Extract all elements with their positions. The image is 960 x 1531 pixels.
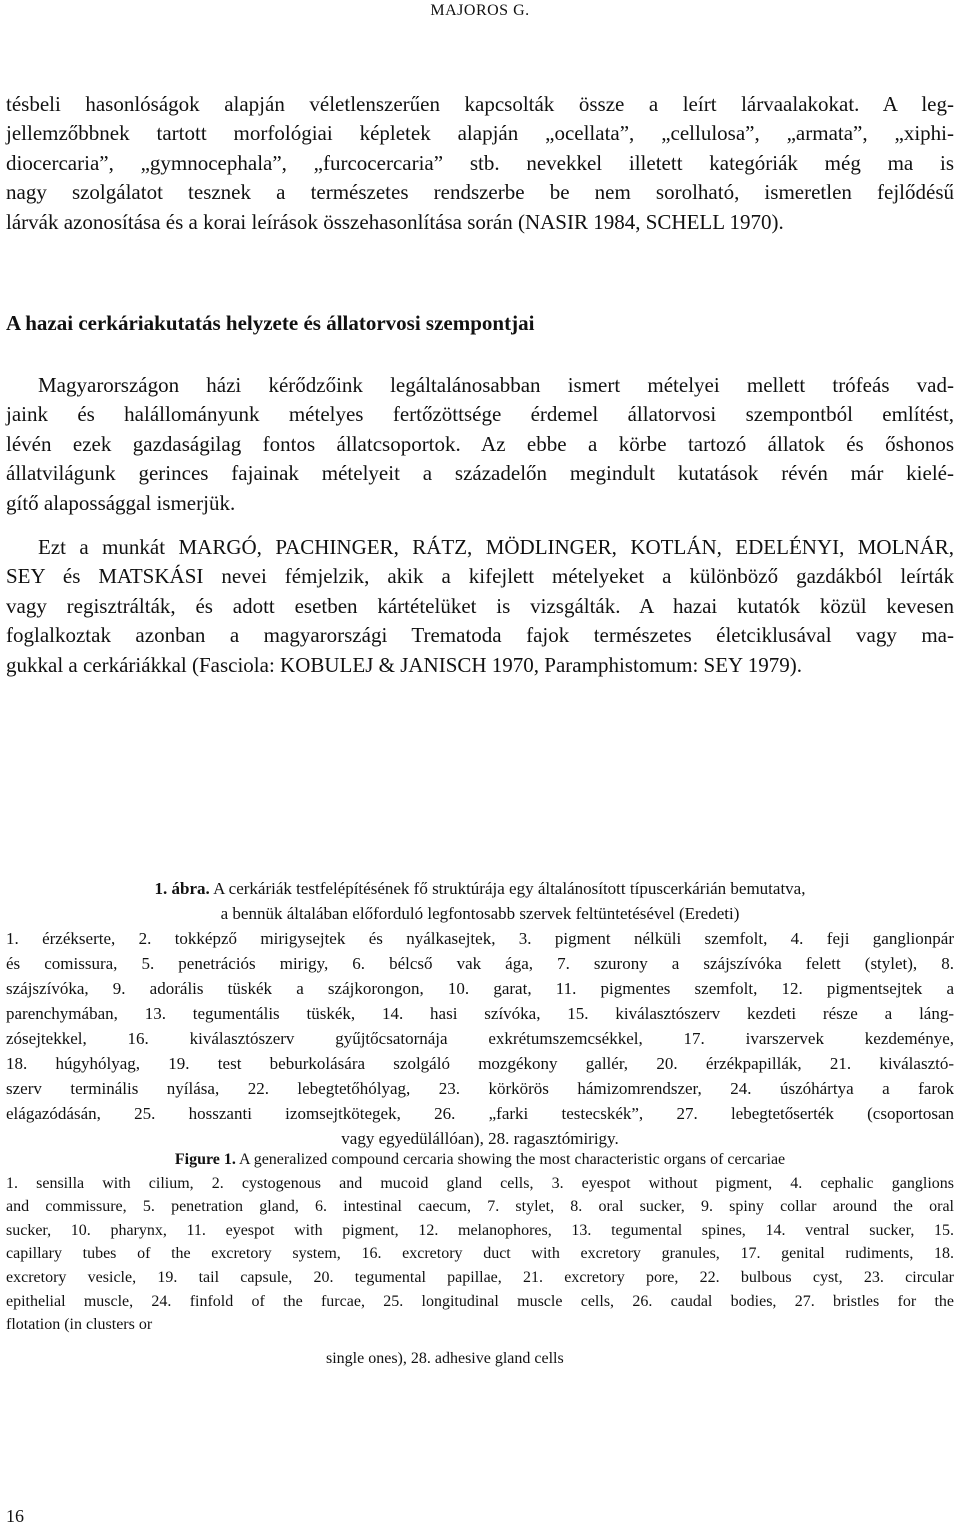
legend-line: single ones), 28. adhesive gland cells bbox=[326, 1349, 564, 1367]
text-line: vagy regisztrálták, és adott esetben kártételüket is vizsgálták. A hazai kutatók közül kevesen bbox=[6, 593, 954, 618]
figure-label: Figure 1. bbox=[174, 1151, 236, 1168]
legend-line: excretory vesicle, 19. tail capsule, 20. tegumental papillae, 21. excretory pore, 22. bulbous cyst, 23. circular bbox=[6, 1268, 954, 1286]
text-line: jaink és halállományunk mételyes fertőzöttsége érdemel állatorvosi szempontból említést, bbox=[6, 402, 954, 427]
legend-line: epithelial muscle, 24. finfold of the furcae, 25. longitudinal muscle cells, 26. caudal bodies, 27. bristles for the bbox=[6, 1292, 954, 1310]
text-line: lárvák azonosítása és a korai leírások összehasonlítása során (NASIR 1984, SCHELL 1970). bbox=[6, 209, 784, 234]
text-line: nagy szolgálatot tesznek a természetes rendszerbe be nem sorolható, ismeretlen fejlődésű bbox=[6, 180, 954, 205]
page-number: 16 bbox=[6, 1506, 24, 1526]
legend-line: szerv terminális nyílása, 22. lebegtetőhólyag, 23. körkörös hámizomrendszer, 24. úszóhártya a farok bbox=[6, 1079, 954, 1098]
legend-line: flotation (in clusters or bbox=[6, 1316, 153, 1334]
legend-line: 1. sensilla with cilium, 2. cystogenous and mucoid gland cells, 3. eyespot without pigment, 4. cephalic ganglions bbox=[6, 1174, 954, 1192]
text-line: Ezt a munkát MARGÓ, PACHINGER, RÁTZ, MÖDLINGER, KOTLÁN, EDELÉNYI, MOLNÁR, bbox=[38, 535, 954, 559]
section-heading: A hazai cerkáriakutatás helyzete és állatorvosi szempontjai bbox=[6, 311, 535, 335]
text-line: tésbeli hasonlóságok alapján véletlenszerűen kapcsolták össze a leírt lárvaalakokat. A leg- bbox=[6, 92, 954, 116]
legend-line: vagy egyedülállóan), 28. ragasztómirigy. bbox=[341, 1129, 619, 1148]
text-line: foglalkoztak azonban a magyarországi Trematoda fajok természetes életciklusával vagy ma- bbox=[6, 623, 954, 648]
legend-line: sucker, 10. pharynx, 11. eyespot with pigment, 12. melanophores, 13. tegumental spines, 14. ventral sucker, 15. bbox=[6, 1221, 954, 1239]
running-header: MAJOROS G. bbox=[430, 2, 530, 19]
legend-line: elágazódásán, 25. hosszanti izomsejtkötegek, 26. „farki testecskék”, 27. lebegtetőserték (csoportosan bbox=[6, 1104, 954, 1123]
legend-line: parenchymában, 13. tegumentális tüskék, 14. hasi szívóka, 15. kiválasztószerv kezdeti része a láng- bbox=[6, 1004, 954, 1023]
paragraph-1 bbox=[6, 90, 954, 237]
figure-title-line: A cerkáriák testfelépítésének fő struktúrája egy általánosított típuscerkárián bemutatva, bbox=[213, 879, 806, 898]
figure-caption-title bbox=[6, 876, 954, 901]
text-line: állatvilágunk gerinces fajainak mételyeit a századelőn megindult kutatások révén már kielé- bbox=[6, 461, 954, 486]
paragraph-2 bbox=[6, 371, 954, 518]
legend-line: 1. érzékserte, 2. tokképző mirigysejtek és nyálkasejtek, 3. pigment nélküli szemfolt, 4. feji ganglionpár bbox=[6, 929, 954, 948]
figure-title: A generalized compound cercaria showing the most characteristic organs of cercariae bbox=[239, 1151, 786, 1168]
figure-caption-title bbox=[6, 1148, 954, 1172]
figure-title-line: a bennük általában előforduló legfontosabb szervek feltüntetésével (Eredeti) bbox=[220, 904, 740, 923]
legend-line: és comissura, 5. penetrációs mirigy, 6. bélcső vak ága, 7. szurony a szájszívóka felett (stylet), 8. bbox=[6, 954, 954, 973]
legend-line: 18. húgyhólyag, 19. test beburkolására szolgáló mozgékony gallér, 20. érzékpapillák, 21. kiválasztó- bbox=[6, 1054, 954, 1073]
figure-label: 1. ábra. bbox=[154, 879, 210, 898]
figure-caption-hu bbox=[6, 876, 954, 1151]
legend-line: capillary tubes of the excretory system, 16. excretory duct with excretory granules, 17. genital rudiments, 18. bbox=[6, 1245, 954, 1263]
legend-line: zósejtekkel, 16. kiválasztószerv gyűjtőcsatornája exkrétumszemcsékkel, 17. ivarszervek kezdeménye, bbox=[6, 1029, 954, 1048]
text-line: jellemzőbbnek tartott morfológiai képletek alapján „ocellata”, „cellulosa”, „armata”, „xiphi- bbox=[6, 121, 954, 146]
text-line: Magyarországon házi kérődzőink legáltalánosabban ismert mételyei mellett trófeás vad- bbox=[38, 373, 954, 397]
legend-line: and commissure, 5. penetration gland, 6. intestinal caecum, 7. stylet, 8. oral sucker, 9. spiny collar around the oral bbox=[6, 1198, 954, 1216]
legend-line: szájszívóka, 9. adorális tüskék a szájkorongon, 10. garat, 11. pigmentes szemfolt, 12. pigmentsejtek a bbox=[6, 979, 954, 998]
text-line: lévén ezek gazdaságilag fontos állatcsoportok. Az ebbe a körbe tartozó állatok és őshonos bbox=[6, 431, 954, 456]
figure-caption-en bbox=[6, 1148, 954, 1370]
text-line: SEY és MATSKÁSI nevei fémjelzik, akik a kifejlett mételyeket a különböző gazdákból leírták bbox=[6, 564, 954, 589]
text-line: gukkal a cerkáriákkal (Fasciola: KOBULEJ & JANISCH 1970, Paramphistomum: SEY 1979). bbox=[6, 652, 802, 677]
text-line: gítő alapossággal ismerjük. bbox=[6, 490, 236, 515]
paragraph-3 bbox=[6, 533, 954, 680]
text-line: diocercaria”, „gymnocephala”, „furcocercaria” stb. nevekkel illetett kategóriák még ma is bbox=[6, 150, 954, 175]
